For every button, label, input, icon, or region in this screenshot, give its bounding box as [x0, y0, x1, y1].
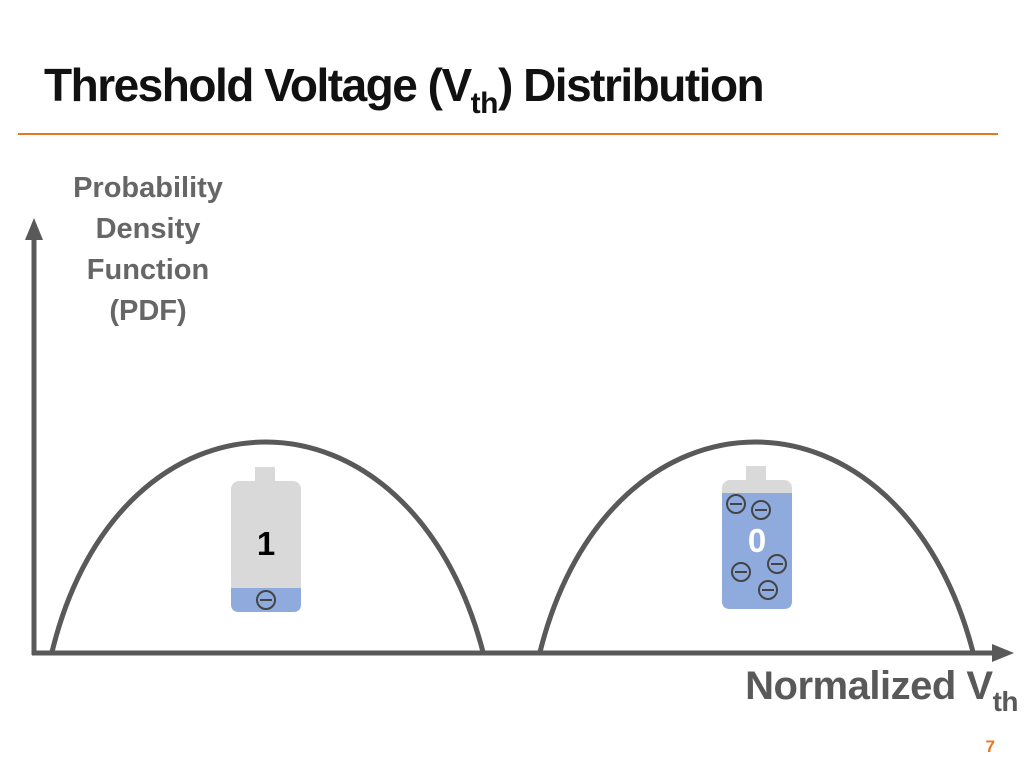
title-main: Threshold Voltage (V	[44, 59, 471, 111]
memory-cell-state-1	[231, 467, 301, 612]
x-axis-label-subscript: th	[992, 686, 1018, 717]
y-axis-label-line: Probability	[73, 172, 223, 204]
y-axis-label-line: (PDF)	[109, 295, 187, 327]
y-axis-label-line: Function	[86, 254, 210, 286]
cell-terminal	[746, 466, 766, 482]
page-number: 7	[985, 737, 995, 756]
state-label: 1	[256, 525, 276, 562]
cell-terminal	[255, 467, 275, 483]
y-axis-label-line: Density	[95, 213, 201, 245]
title-end: ) Distribution	[497, 59, 764, 111]
title-subscript: th	[470, 87, 498, 120]
x-axis-arrowhead	[992, 644, 1014, 662]
x-axis-label-main: Normalized V	[745, 664, 993, 708]
y-axis-arrowhead	[25, 218, 43, 240]
x-axis-label	[745, 664, 1018, 718]
memory-cell-state-0	[722, 466, 792, 609]
state-label: 0	[747, 522, 767, 559]
